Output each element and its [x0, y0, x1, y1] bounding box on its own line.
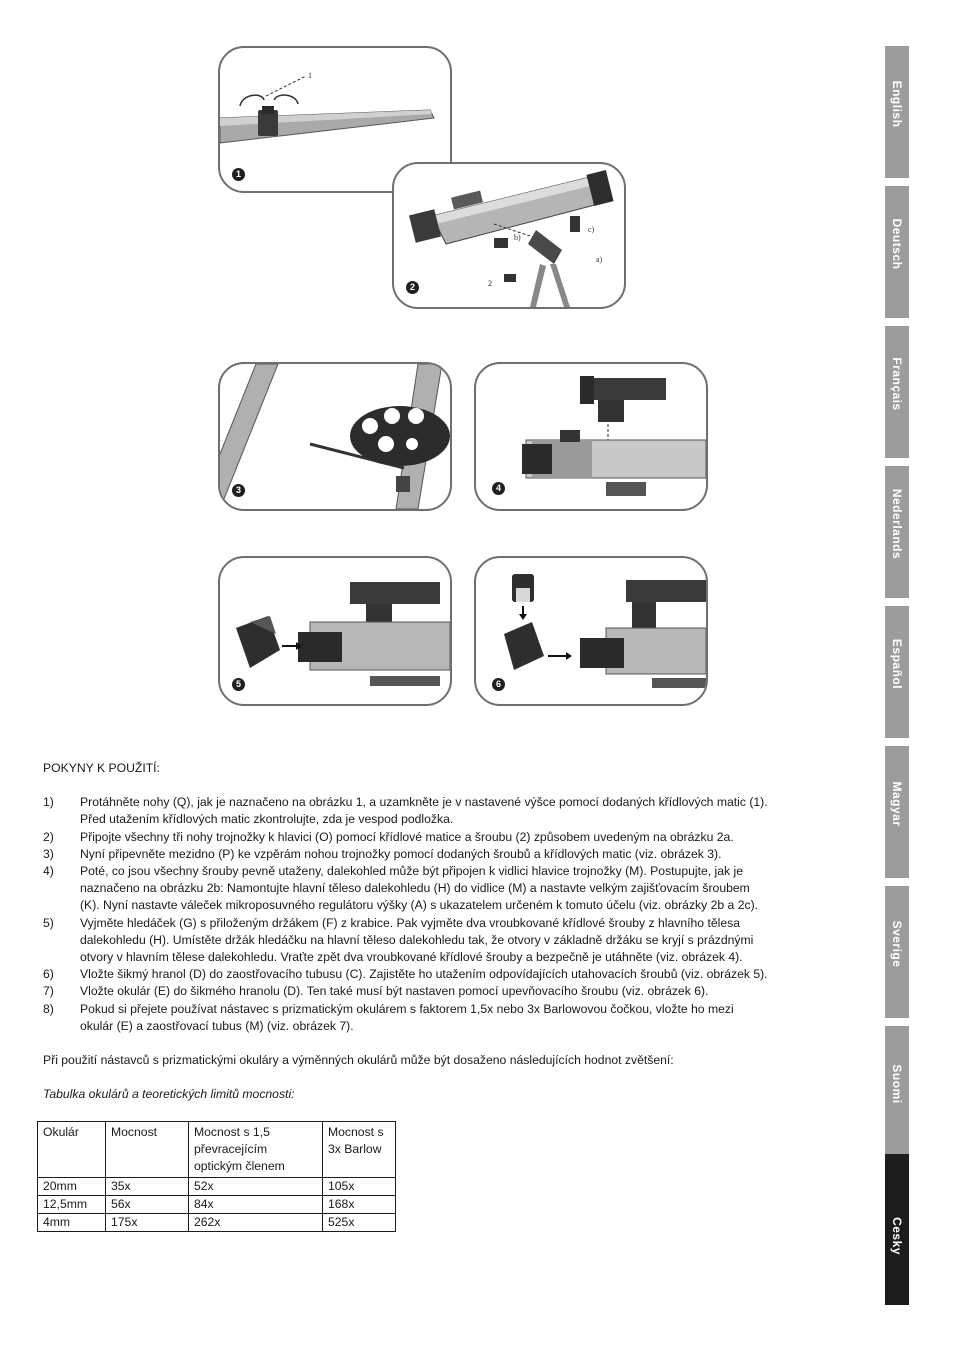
header-line: převracejícím — [194, 1142, 268, 1156]
table-cell: 20mm — [38, 1178, 106, 1196]
tab-label: Magyar — [890, 781, 904, 827]
callout-label: b) — [514, 233, 521, 242]
table-cell: 84x — [189, 1196, 323, 1214]
step-text — [80, 915, 843, 967]
step-item — [43, 966, 843, 983]
step-line: Pokud si přejete používat nástavec s prizmatickým okulárem s faktorem 1,5x nebo 3x Barlowovou čočkou, vložte ho mezi — [80, 1001, 734, 1016]
tab-deutsch[interactable] — [885, 186, 909, 318]
language-tabs — [885, 46, 909, 1305]
step-text — [80, 794, 843, 828]
table-cell: 175x — [106, 1214, 189, 1232]
callout-label: a) — [596, 255, 603, 264]
table-row — [38, 1214, 396, 1232]
callout-label: 2 — [488, 279, 492, 288]
step-line: Vložte okulár (E) do šikmého hranolu (D). Ten také musí být nastaven pomocí upevňovacího šroubu (viz. obrázek 6). — [80, 984, 709, 999]
step-line: dalekohledu (H). Umístěte držák hledáčku na hlavní těleso dalekohledu tak, že otvory v základně držáku se kryjí s prázdnými — [80, 932, 754, 947]
step-item — [43, 863, 843, 915]
eyepiece-table — [37, 1121, 396, 1232]
tab-label: Deutsch — [890, 218, 904, 270]
table-cell: 35x — [106, 1178, 189, 1196]
step-text — [80, 983, 843, 1000]
table-cell: 52x — [189, 1178, 323, 1196]
instructions — [43, 760, 843, 1103]
tab-label: Suomi — [890, 1064, 904, 1104]
step-number: 3) — [43, 846, 54, 861]
table-header-cell — [38, 1122, 106, 1178]
tab-label: Sverige — [890, 920, 904, 968]
eyepiece-illustration — [476, 558, 706, 704]
step-item — [43, 915, 843, 967]
tab-label: Español — [890, 638, 904, 690]
figure-number: 3 — [232, 484, 245, 497]
figure-number: 2 — [406, 281, 419, 294]
table-cell: 168x — [323, 1196, 396, 1214]
header-line: Mocnost s 1,5 — [194, 1125, 270, 1139]
figure-2 — [392, 162, 626, 309]
tab-nederlands[interactable] — [885, 466, 909, 598]
table-header-cell — [106, 1122, 189, 1178]
tab-suomi[interactable] — [885, 1026, 909, 1154]
tab-sverige[interactable] — [885, 886, 909, 1018]
step-item — [43, 1001, 843, 1035]
step-number: 5) — [43, 915, 54, 930]
instructions-heading: POKYNY K POUŽITÍ: — [43, 761, 160, 775]
finder-mount-illustration — [476, 364, 706, 509]
header-line: Mocnost s — [328, 1125, 384, 1139]
tab-label: Nederlands — [890, 488, 904, 560]
table-header-row — [38, 1122, 396, 1178]
header-line: 3x Barlow — [328, 1142, 382, 1156]
step-line: Poté, co jsou všechny šrouby pevně utaženy, dalekohled může být připojen k vidlici hlavice trojnožky (M). Postupujte, jak je — [80, 864, 743, 879]
table-header-cell — [323, 1122, 396, 1178]
header-line: Okulár — [43, 1125, 79, 1139]
step-line: otvory v hlavním tělese dalekohledu. Vraťte zpět dva vroubkované křídlové šrouby a bezpečně je utáhněte (viz. obrázek 4). — [80, 950, 743, 965]
step-line: Připojte všechny tři nohy trojnožky k hlavici (O) pomocí křídlové matice a šroubu (2) způsobem uvedeným na obrázku 2a. — [80, 829, 734, 844]
step-line: Protáhněte nohy (Q), jak je naznačeno na obrázku 1, a uzamkněte je v nastavené výšce pomocí dodaných křídlových matic (1). — [80, 795, 768, 810]
table-row — [38, 1196, 396, 1214]
figure-3 — [218, 362, 452, 511]
table-cell: 4mm — [38, 1214, 106, 1232]
tab-francais[interactable] — [885, 326, 909, 458]
step-text — [80, 966, 843, 983]
step-line: Před utažením křídlových matic zkontrolujte, zda je vespod podložka. — [80, 812, 454, 827]
table-caption: Tabulka okulárů a teoretických limitů mocnosti: — [43, 1087, 295, 1102]
table-cell: 525x — [323, 1214, 396, 1232]
step-line: naznačeno na obrázku 2b: Namontujte hlavní těleso dalekohledu (H) do vidlice (M) a nastavte velkým zajišťovacím šroubem — [80, 881, 750, 896]
tab-magyar[interactable] — [885, 746, 909, 878]
tab-label: Cesky — [890, 1217, 904, 1255]
step-text — [80, 1001, 843, 1035]
figure-4 — [474, 362, 708, 511]
telescope-mount-illustration — [394, 164, 624, 307]
figure-number: 6 — [492, 678, 505, 691]
step-line: (K). Nyní nastavte váleček mikroposuvného regulátoru výšky (A) s ukazatelem určeném k tomuto účelu (viz. obrázky 2b a 2c). — [80, 898, 759, 913]
step-item — [43, 794, 843, 828]
step-item — [43, 983, 843, 1000]
tab-english[interactable] — [885, 46, 909, 178]
figure-5 — [218, 556, 452, 706]
step-number: 7) — [43, 984, 54, 999]
header-line: Mocnost — [111, 1125, 158, 1139]
tab-label: Français — [890, 357, 904, 411]
figure-number: 1 — [232, 168, 245, 181]
step-number: 1) — [43, 795, 54, 810]
callout-label: 1 — [308, 71, 312, 80]
callout-label: c) — [588, 225, 595, 234]
step-text — [80, 863, 843, 915]
step-number: 8) — [43, 1001, 54, 1016]
table-cell: 12,5mm — [38, 1196, 106, 1214]
tray-illustration — [220, 364, 450, 509]
step-number: 6) — [43, 967, 54, 982]
tab-espanol[interactable] — [885, 606, 909, 738]
step-item — [43, 846, 843, 863]
step-text — [80, 829, 843, 846]
step-number: 4) — [43, 864, 54, 879]
header-line: optickým členem — [194, 1159, 285, 1173]
table-header-cell — [189, 1122, 323, 1178]
step-text — [80, 846, 843, 863]
table-cell: 56x — [106, 1196, 189, 1214]
table-cell: 262x — [189, 1214, 323, 1232]
magnification-note: Při použití nástavců s prizmatickými okuláry a výměnných okulárů může být dosaženo následujících hodnot zvětšení: — [43, 1053, 674, 1068]
figure-6 — [474, 556, 708, 706]
step-item — [43, 829, 843, 846]
step-line: okulár (E) a zaostřovací tubus (M) (viz. obrázek 7). — [80, 1018, 354, 1033]
table-cell: 105x — [323, 1178, 396, 1196]
figure-number: 4 — [492, 482, 505, 495]
step-line: Vložte šikmý hranol (D) do zaostřovacího tubusu (C). Zajistěte ho utažením odpovídajících utahovacích šroubů (viz. obrázek 5). — [80, 967, 768, 982]
diagonal-prism-illustration — [220, 558, 450, 704]
tab-cesky[interactable] — [885, 1154, 909, 1305]
step-number: 2) — [43, 829, 54, 844]
figure-number: 5 — [232, 678, 245, 691]
step-line: Vyjměte hledáček (G) s přiloženým držákem (F) z krabice. Pak vyjměte dva vroubkované křídlové šrouby z hlavního tělesa — [80, 915, 740, 930]
tab-label: English — [890, 80, 904, 128]
step-line: Nyní připevněte mezidno (P) ke vzpěrám nohou trojnožky pomocí dodaných šroubů a křídlových matic (viz. obrázek 3). — [80, 846, 722, 861]
table-row — [38, 1178, 396, 1196]
